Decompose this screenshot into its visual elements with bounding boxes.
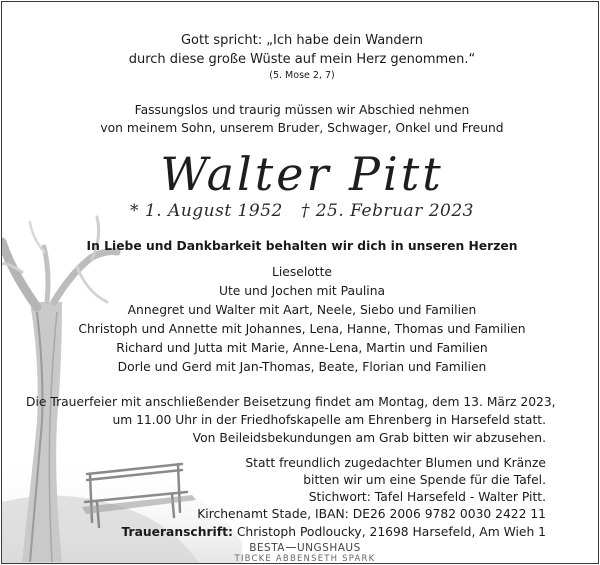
funeral-home-names: TIBCKE ABBENSETH SPARK bbox=[234, 554, 376, 564]
donation-line-3: Stichwort: Tafel Harsefeld - Walter Pitt. bbox=[308, 490, 546, 504]
address-value: Christoph Podloucky, 21698 Harsefeld, Am Wieh 1 bbox=[236, 525, 546, 539]
quote-line-2: durch diese große Wüste auf mein Herz genommen.“ bbox=[128, 52, 476, 67]
funeral-home-logo bbox=[230, 542, 380, 564]
death-date: † 25. Februar 2023 bbox=[300, 201, 474, 221]
funeral-line-2: um 11.00 Uhr in der Friedhofskapelle am Ehrenberg in Harsefeld statt. bbox=[112, 413, 546, 427]
funeral-home-word-b: UNGSHAUS bbox=[297, 542, 361, 554]
intro-line-1: Fassungslos und traurig müssen wir Abschied nehmen bbox=[134, 103, 470, 117]
life-dates bbox=[2, 201, 599, 221]
donation-line-4: Kirchenamt Stade, IBAN: DE26 2006 9782 0030 2422 11 bbox=[197, 507, 546, 521]
funeral-home-word-a: BESTA bbox=[249, 542, 285, 554]
address-label: Traueranschrift: bbox=[121, 525, 233, 539]
intro-line-2: von meinem Sohn, unserem Bruder, Schwager, Onkel und Freund bbox=[100, 121, 504, 135]
deceased-name: Walter Pitt bbox=[160, 147, 444, 201]
donation-line-2: bitten wir um eine Spende für die Tafel. bbox=[303, 473, 546, 487]
birth-date: * 1. August 1952 bbox=[130, 201, 283, 221]
mourner-line: Dorle und Gerd mit Jan-Thomas, Beate, Florian und Familien bbox=[117, 360, 487, 374]
funeral-line-1: Die Trauerfeier mit anschließender Beisetzung findet am Montag, dem 13. März 2023, bbox=[26, 395, 556, 409]
funeral-line-3: Von Beileidsbekundungen am Grab bitten wir abzusehen. bbox=[192, 431, 546, 445]
quote-reference: (5. Mose 2, 7) bbox=[269, 70, 335, 81]
mourner-line: Lieselotte bbox=[272, 265, 332, 279]
mourning-address bbox=[26, 524, 546, 541]
mourner-line: Richard und Jutta mit Marie, Anne-Lena, Martin und Familien bbox=[116, 341, 488, 355]
mourner-line: Annegret und Walter mit Aart, Neele, Siebo und Familien bbox=[127, 303, 477, 317]
donation-line-1: Statt freundlich zugedachter Blumen und Kränze bbox=[245, 456, 546, 470]
remembrance-line: In Liebe und Dankbarkeit behalten wir dich in unseren Herzen bbox=[86, 239, 518, 253]
quote-line-1: Gott spricht: „Ich habe dein Wandern bbox=[180, 33, 424, 48]
mourner-line: Ute und Jochen mit Paulina bbox=[218, 284, 386, 298]
mourner-line: Christoph und Annette mit Johannes, Lena, Hanne, Thomas und Familien bbox=[78, 322, 526, 336]
obituary-notice bbox=[1, 1, 599, 564]
logo-rule bbox=[286, 547, 296, 548]
